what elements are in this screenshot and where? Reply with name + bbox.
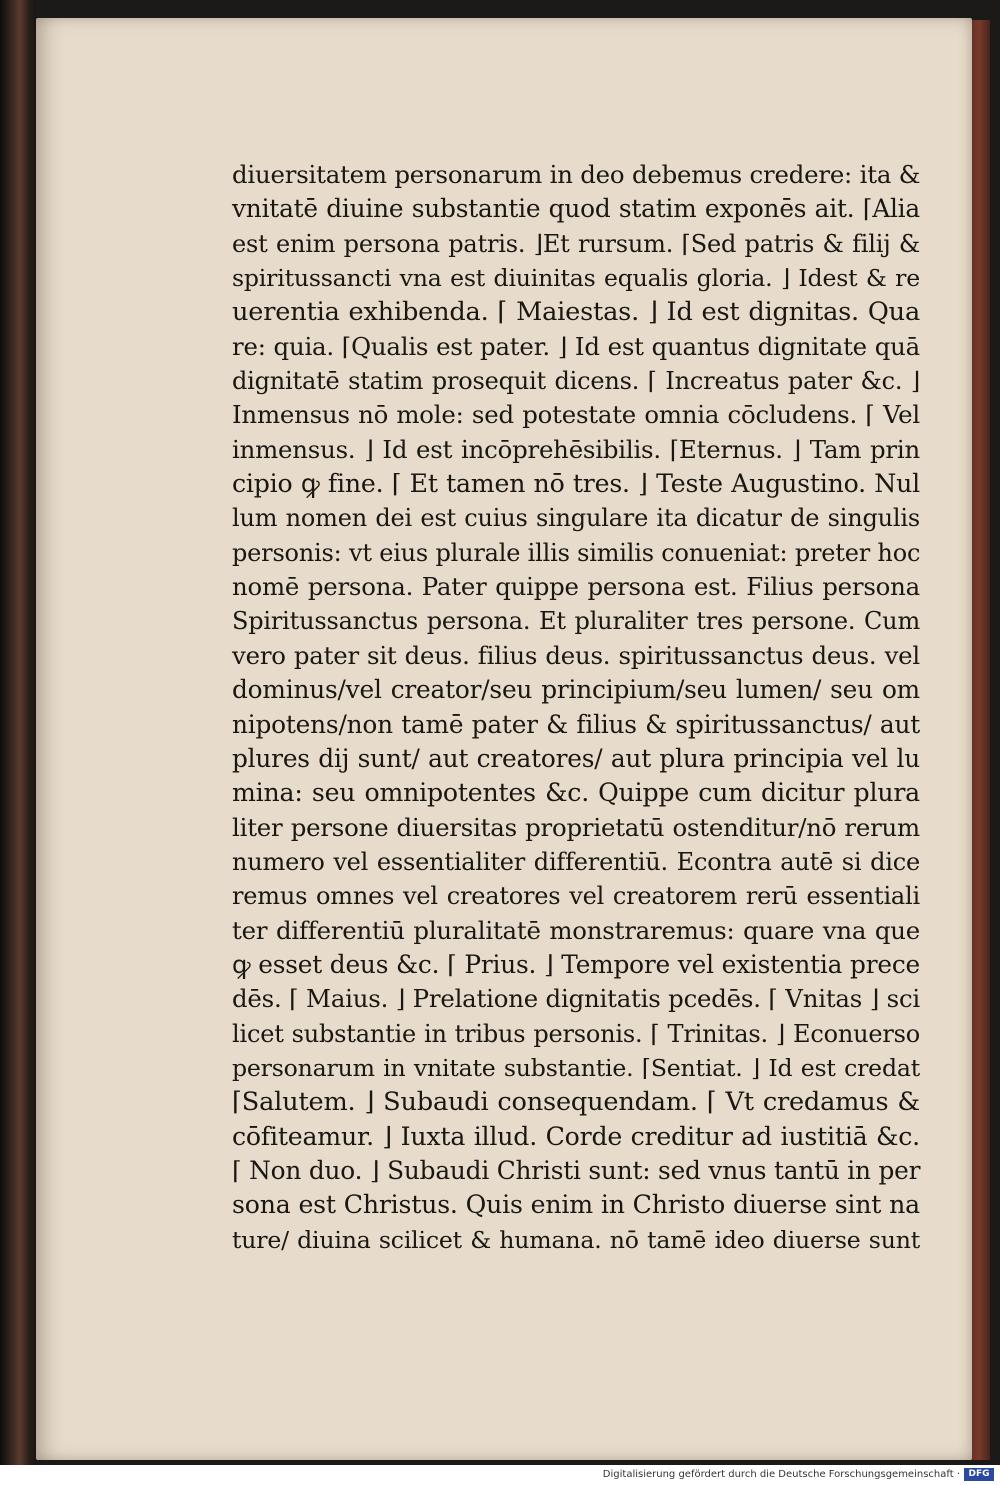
text-line: plures dij sunt/ aut creatores/ aut plura principia vel lu: [232, 743, 920, 773]
text-line: dēs. ⌈ Maius. ⌋ Prelatione dignitatis pcedēs. ⌈ Vnitas ⌋ sci: [232, 984, 920, 1014]
text-line: ter differentiū pluralitatē monstraremus: quare vna que: [232, 915, 920, 945]
text-line: dominus/vel creator/seu principium/seu lumen/ seu om: [232, 675, 920, 705]
text-line: re: quia. ⌈Qualis est pater. ⌋ Id est quantus dignitate quā: [232, 331, 920, 361]
text-line: est enim persona patris. ⌋Et rursum. ⌈Sed patris & filij &: [232, 229, 920, 258]
book-spine: [0, 0, 36, 1465]
text-line: licet substantie in tribus personis. ⌈ Trinitas. ⌋ Econuerso: [232, 1019, 920, 1048]
text-line: remus omnes vel creatores vel creatorem rerū essentiali: [232, 882, 920, 911]
text-line: ⌈ Non duo. ⌋ Subaudi Christi sunt: sed vnus tantū in per: [232, 1155, 921, 1185]
text-line: uerentia exhibenda. ⌈ Maiestas. ⌋ Id est dignitas. Qua: [232, 297, 920, 328]
text-line: sona est Christus. Quis enim in Christo diuerse sint na: [232, 1190, 920, 1220]
text-line: ⌈Salutem. ⌋ Subaudi consequendam. ⌈ Vt credamus &: [232, 1087, 920, 1118]
text-line: cōfiteamur. ⌋ Iuxta illud. Corde creditur ad iustitiā &c.: [232, 1121, 920, 1151]
text-line: liter persone diuersitas proprietatū ostenditur/nō rerum: [232, 812, 920, 842]
text-line: numero vel essentialiter differentiū. Econtra autē si dice: [232, 847, 920, 876]
text-line: cipio ꝙ fine. ⌈ Et tamen nō tres. ⌋ Teste Augustino. Nul: [232, 469, 920, 499]
text-line: vero pater sit deus. filius deus. spiritussanctus deus. vel: [232, 640, 920, 670]
text-line: Inmensus nō mole: sed potestate omnia cōcludens. ⌈ Vel: [232, 400, 920, 430]
text-line: dignitatē statim prosequit dicens. ⌈ Increatus pater &c. ⌋: [232, 367, 920, 396]
text-line: ture/ diuina scilicet & humana. nō tamē ideo diuerse sunt: [232, 1225, 920, 1254]
text-line: Spiritussanctus persona. Et pluraliter tres persone. Cum: [232, 607, 920, 636]
text-line: nomē persona. Pater quippe persona est. Filius persona: [232, 572, 920, 602]
text-line: spiritussancti vna est diuinitas equalis gloria. ⌋ Idest & re: [232, 264, 920, 293]
text-line: diuersitatem personarum in deo debemus credere: ita &: [232, 160, 921, 189]
text-line: inmensus. ⌋ Id est incōprehēsibilis. ⌈Eternus. ⌋ Tam prin: [232, 434, 920, 464]
text-line: vnitatē diuine substantie quod statim exponēs ait. ⌈Alia: [232, 194, 920, 224]
text-line: ꝙ esset deus &c. ⌈ Prius. ⌋ Tempore vel existentia prece: [232, 949, 920, 979]
text-line: personarum in vnitate substantie. ⌈Sentiat. ⌋ Id est credat: [232, 1053, 920, 1082]
text-line: lum nomen dei est cuius singulare ita dicatur de singulis: [232, 504, 920, 533]
text-line: personis: vt eius plurale illis similis conueniat: preter hoc: [232, 538, 921, 567]
dfg-logo: DFG: [964, 1468, 994, 1481]
text-line: mina: seu omnipotentes &c. Quippe cum dicitur plura: [232, 778, 920, 808]
funding-credit: Digitalisierung gefördert durch die Deutsche Forschungsgemeinschaft ·: [602, 1469, 960, 1480]
text-line: nipotens/non tamē pater & filius & spiritussanctus/ aut: [232, 709, 920, 739]
text-block: [232, 158, 920, 1257]
